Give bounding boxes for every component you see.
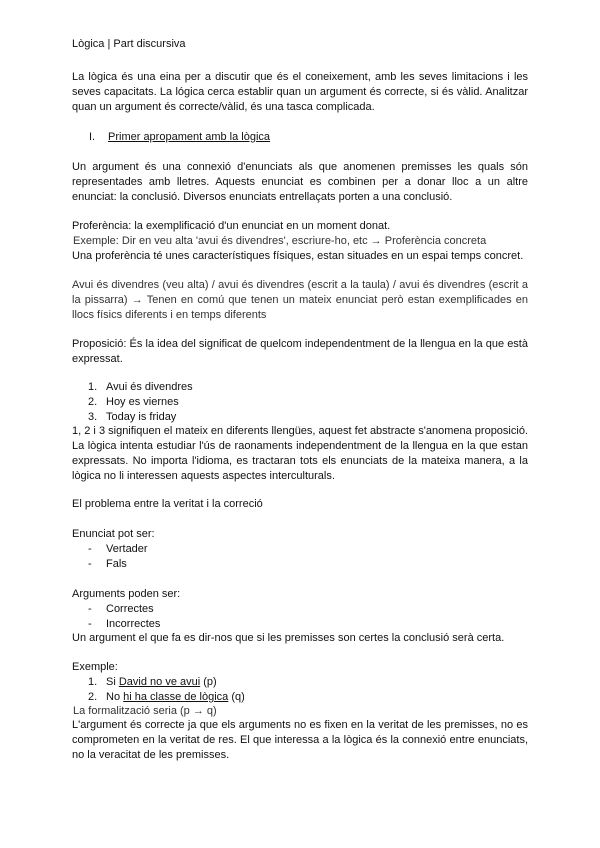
list-item: 2. Hoy es viernes [88, 396, 179, 408]
document-header: Lògica | Part discursiva [72, 38, 186, 50]
arguments-label: Arguments poden ser: [72, 588, 181, 600]
argument-sentence: Un argument el que fa es dir-nos que si les premisses son certes la conclusió serà certa. [72, 632, 505, 644]
proferencia-example: Exemple: Dir en veu alta 'avui és divendres', escriure-ho, etc → Proferència concreta [73, 235, 487, 247]
list-item: - Correctes [88, 603, 154, 615]
section-marker: I. [89, 131, 96, 143]
section-heading [89, 130, 270, 145]
list-item: 2. No hi ha classe de lògica (q) [88, 691, 245, 703]
list-item: 1. Si David no ve avui (p) [88, 676, 217, 688]
avui-paragraph: Avui és divendres (veu alta) / avui és divendres (escrit a la taula) / avui és divendres (escrit a la pissarra) → Tenen en comú que tenen un mateix enunciat però estan exemplificades en llocs físics diferents i en temps diferents [72, 279, 528, 321]
proferencia-characteristics: Una proferència té unes característiques físiques, estan situades en un espai temps concret. [72, 250, 524, 262]
list-item: - Vertader [88, 543, 148, 555]
formalization: La formalització seria (p → q) [73, 705, 217, 717]
list-item: 1. Avui és divendres [88, 381, 193, 393]
list-item: - Fals [88, 558, 127, 570]
list-item: 3. Today is friday [88, 411, 177, 423]
conclusion-paragraph: L'argument és correcte ja que els arguments no es fixen en la veritat de les premisses, no es comprometen en la veritat de res. El que interessa a la lògica és la connexió entre enunciats, no la veracitat de les premisses. [72, 719, 528, 761]
list-item: - Incorrectes [88, 618, 161, 630]
example-label: Exemple: [72, 661, 118, 673]
proferencia-definition: Proferència: la exemplificació d'un enunciat en un moment donat. [72, 220, 391, 232]
problem-title: El problema entre la veritat i la correció [72, 498, 263, 510]
enunciat-label: Enunciat pot ser: [72, 528, 155, 540]
languages-paragraph: 1, 2 i 3 signifiquen el mateix en diferents llengües, aquest fet abstracte s'anomena proposició. La lògica intenta estudiar l'ús de raonaments independentment de la llengua en la que estan expressats. No importa l'idioma, es tractaran tots els enunciats de la mateixa manera, a la lògica no li interessen aquests aspectes interculturals. [72, 425, 528, 482]
intro-paragraph: La lògica és una eina per a discutir que és el coneixement, amb les seves limitacions i les seves capacitats. La lógica cerca establir quan un argument és correcte, si és vàlid. Analitzar quan un argument és correcte/vàlid, és una tasca complicada. [72, 71, 528, 113]
section-title: Primer apropament amb la lògica [108, 131, 271, 143]
proposicio-paragraph: Proposició: És la idea del significat de quelcom independentment de la llengua en la que està expressat. [72, 338, 528, 365]
argument-paragraph: Un argument és una connexió d'enunciats als que anomenen premisses les quals són representades amb lletres. Aquests enunciat es combinen per a donar lloc a un altre enunciat: la conclusió. Diversos enunciats entrellaçats porten a una conclusió. [72, 161, 528, 203]
